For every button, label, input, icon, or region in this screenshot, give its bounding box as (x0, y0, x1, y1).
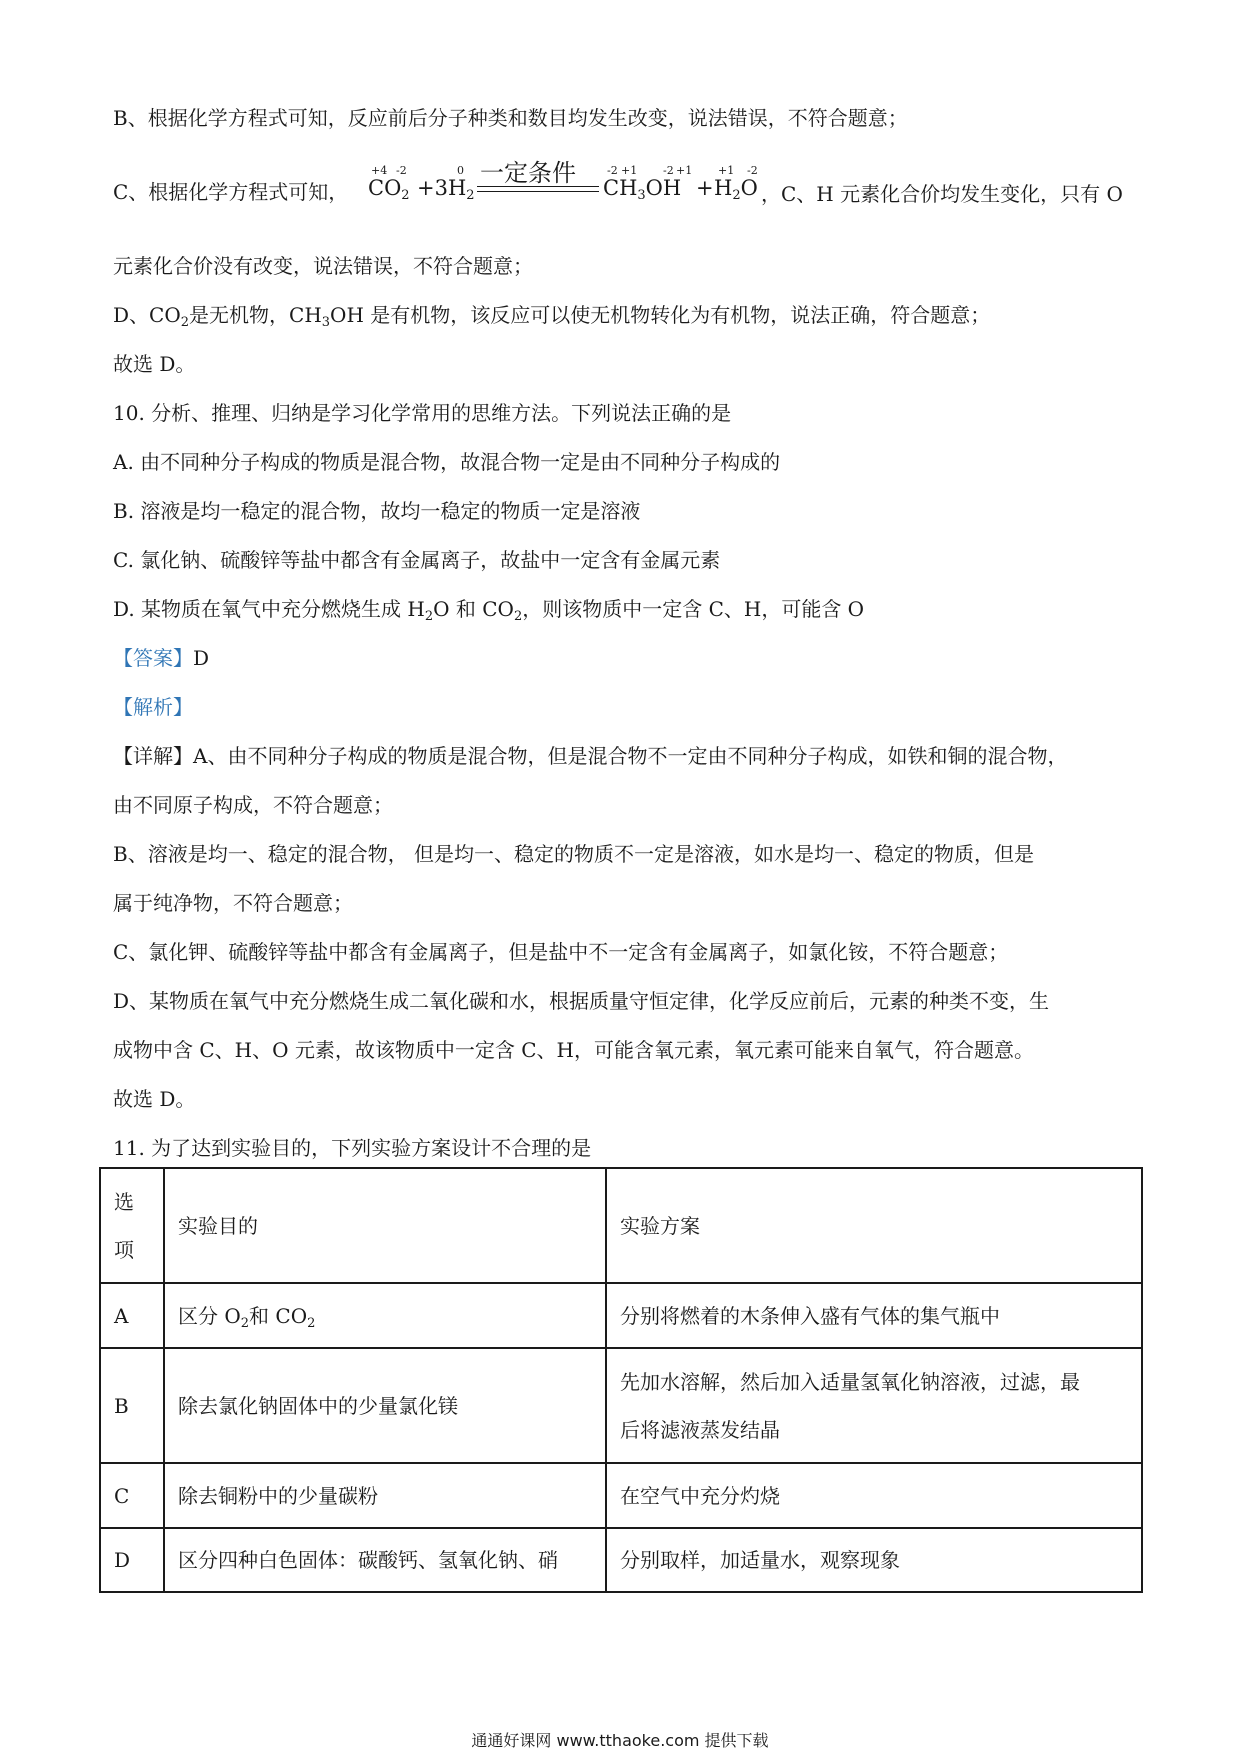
line-c-prev-prefix: C、根据化学方程式可知， (113, 180, 349, 204)
chemical-equation (113, 160, 1143, 230)
ox-state-c-ch3oh: -2 (607, 164, 618, 177)
row-option: D (100, 1528, 164, 1592)
header-option: 选 项 (100, 1168, 164, 1283)
row-option: C (100, 1463, 164, 1528)
row-option: B (100, 1348, 164, 1463)
ox-state-h2: 0 (457, 164, 464, 177)
ox-state-h-h2o: +1 (718, 164, 735, 177)
eq-co2: $CO_2$ (368, 176, 410, 203)
row-plan: 分别将燃着的木条伸入盛有气体的集气瓶中 (606, 1283, 1142, 1348)
table-header-row (100, 1168, 1142, 1283)
ox-state-o-ch3oh: -2 (663, 164, 674, 177)
table-row (100, 1348, 1142, 1463)
detail-b-line-1: B、溶液是均一、稳定的混合物， 但是均一、稳定的物质不一定是溶液，如水是均一、稳定的物质，但是 (113, 842, 1035, 866)
row-goal: 区分四种白色固体：碳酸钙、氢氧化钠、硝 (164, 1528, 606, 1592)
analysis-tag: 【解析】 (113, 695, 193, 719)
line-c-prev-cont: 元素化合价没有改变，说法错误，不符合题意； (113, 254, 533, 278)
ox-state-h2-ch3oh: +1 (676, 164, 693, 177)
row-plan: 分别取样，加适量水，观察现象 (606, 1528, 1142, 1592)
detail-a-line-2: 由不同原子构成，不符合题意； (113, 793, 393, 817)
row-plan: 在空气中充分灼烧 (606, 1463, 1142, 1528)
header-goal: 实验目的 (164, 1168, 606, 1283)
q10-option-b: B. 溶液是均一稳定的混合物，故均一稳定的物质一定是溶液 (113, 499, 641, 523)
q10-option-a: A. 由不同种分子构成的物质是混合物，故混合物一定是由不同种分子构成的 (113, 450, 781, 474)
answer-line (113, 644, 209, 672)
row-goal: 除去铜粉中的少量碳粉 (164, 1463, 606, 1528)
eq-plus: + (696, 176, 714, 200)
experiment-table (99, 1167, 1143, 1593)
detail-d-line-2: 成物中含 C、H、O 元素，故该物质中一定含 C、H，可能含氧元素，氧元素可能来自氧气，符合题意。 (113, 1038, 1034, 1062)
ox-state-c-co2: +4 (371, 164, 388, 177)
row-goal: 区分 $O_2$和 $CO_2$ (164, 1283, 606, 1348)
line-choose-prev: 故选 D。 (113, 352, 196, 376)
ox-state-o-h2o: -2 (747, 164, 758, 177)
detail-b-line-2: 属于纯净物，不符合题意； (113, 891, 353, 915)
line-choose: 故选 D。 (113, 1087, 196, 1111)
table-row (100, 1283, 1142, 1348)
table-row (100, 1528, 1142, 1592)
row-option: A (100, 1283, 164, 1348)
header-plan: 实验方案 (606, 1168, 1142, 1283)
question-11: 11. 为了达到实验目的，下列实验方案设计不合理的是 (113, 1136, 592, 1160)
table-row (100, 1463, 1142, 1528)
line-b-prev: B、根据化学方程式可知，反应前后分子种类和数目均发生改变，说法错误，不符合题意； (113, 106, 908, 130)
eq-h2o: $H_2O$ (714, 176, 758, 203)
detail-d-line-1: D、某物质在氧气中充分燃烧生成二氧化碳和水，根据质量守恒定律，化学反应前后，元素的种类不变，生 (113, 989, 1050, 1013)
answer-tag: 【答案】 (113, 646, 193, 670)
footer-source: 通通好课网 www.tthaoke.com 提供下载 (471, 1731, 769, 1750)
line-d-prev: D、$CO_2$是无机物，$CH_3OH$ 是有机物，该反应可以使无机物转化为有机物，说法正确，符合题意； (113, 303, 991, 330)
detail-a-line-1: 【详解】A、由不同种分子构成的物质是混合物，但是混合物不一定由不同种分子构成，如铁和铜的混合物， (113, 744, 1068, 768)
q10-option-d: D. 某物质在氧气中充分燃烧生成 $H_2O$ 和 $CO_2$，则该物质中一定含 C、H，可能含 O (113, 597, 865, 624)
ox-state-h-ch3oh: +1 (621, 164, 638, 177)
line-c-prev-suffix: ，C、H 元素化合价均发生变化，只有 O (761, 182, 1123, 206)
eq-3h2: $+3H_2$ (417, 176, 475, 203)
answer-value: D (193, 646, 210, 670)
eq-ch3oh: $CH_3OH$ (603, 176, 682, 203)
row-goal: 除去氯化钠固体中的少量氯化镁 (164, 1348, 606, 1463)
question-10: 10. 分析、推理、归纳是学习化学常用的思维方法。下列说法正确的是 (113, 401, 732, 425)
detail-c-line: C、氯化钾、硫酸锌等盐中都含有金属离子，但是盐中不一定含有金属离子，如氯化铵，不符合题意； (113, 940, 1009, 964)
q10-option-c: C. 氯化钠、硫酸锌等盐中都含有金属离子，故盐中一定含有金属元素 (113, 548, 721, 572)
row-plan: 先加水溶解，然后加入适量氢氧化钠溶液，过滤，最 后将滤液蒸发结晶 (606, 1348, 1142, 1463)
eq-condition: 一定条件 (480, 159, 576, 187)
ox-state-o-co2: -2 (396, 164, 407, 177)
eq-double-line (477, 186, 599, 192)
